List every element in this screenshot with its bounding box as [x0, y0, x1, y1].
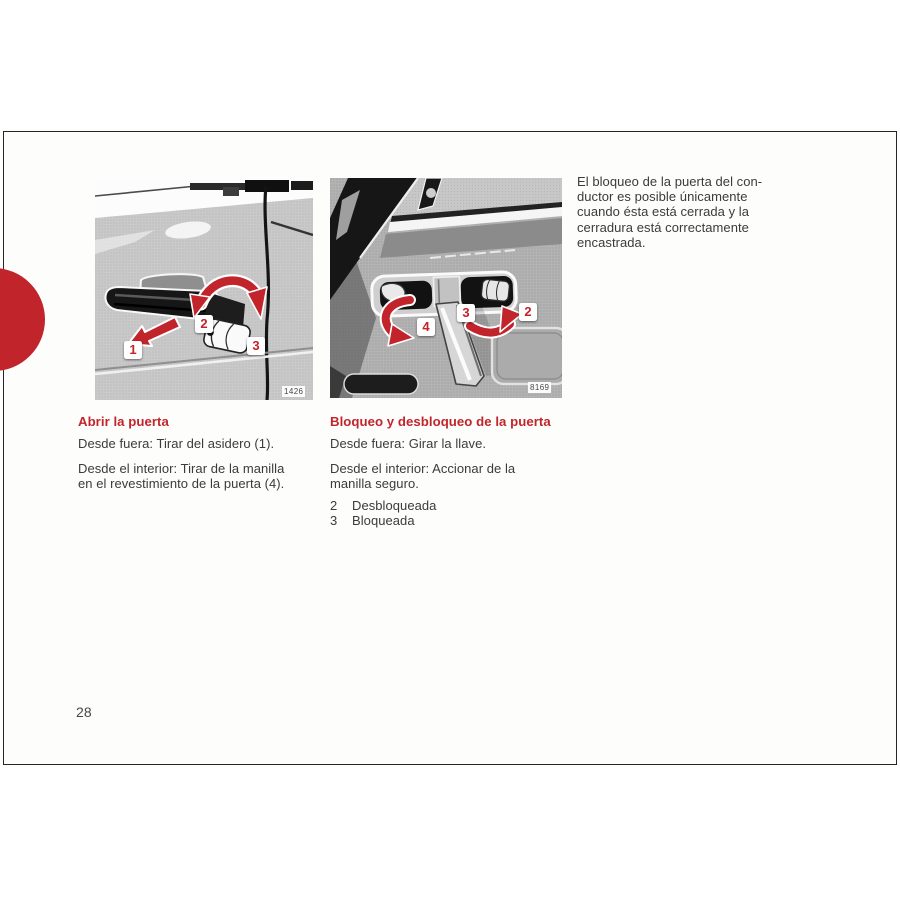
car-exterior-drawing	[95, 180, 313, 400]
legend-number: 2	[330, 498, 338, 513]
storage-pocket	[492, 328, 562, 384]
figure-exterior-door-handle	[95, 180, 313, 400]
interior-panel-drawing	[330, 178, 562, 398]
legend-item-unlocked	[330, 498, 436, 513]
section-heading-open-door: Abrir la puerta	[78, 414, 169, 429]
callout-3-locked: 3	[457, 304, 475, 322]
open-door-paragraph-2	[78, 461, 284, 491]
callout-2-unlocked: 2	[519, 303, 537, 321]
section-heading-lock-unlock: Bloqueo y desbloqueo de la puerta	[330, 414, 551, 429]
note-line: encastrada.	[577, 234, 646, 250]
lock-knob	[481, 278, 510, 302]
note-line: cuando ésta está cerrada y la	[577, 204, 749, 220]
callout-4-inner-handle: 4	[417, 318, 435, 336]
figure-interior-door-panel	[330, 178, 562, 398]
callout-1-pull-handle: 1	[124, 341, 142, 359]
legend-label: Desbloqueada	[352, 498, 437, 513]
legend-item-locked	[330, 513, 436, 528]
callout-2-unlock-position: 2	[195, 315, 213, 333]
callout-3-lock-position: 3	[247, 337, 265, 355]
legend-label: Bloqueada	[352, 513, 415, 529]
note-column	[577, 174, 762, 250]
paragraph-line: Desde el interior: Tirar de la manilla	[78, 461, 285, 476]
figure-ref-code: 8169	[530, 383, 550, 392]
open-door-paragraph-1: Desde fuera: Tirar del asidero (1).	[78, 436, 275, 451]
note-line: ductor es posible únicamente	[577, 189, 748, 205]
figure-ref-code: 1426	[284, 387, 304, 396]
note-line: El bloqueo de la puerta del con-	[577, 174, 763, 189]
page-number: 28	[76, 704, 92, 720]
note-line: cerradura está correctamente	[577, 219, 749, 235]
lock-paragraph-2	[330, 461, 515, 491]
paragraph-line: en el revestimiento de la puerta (4).	[78, 476, 285, 492]
paragraph-line: manilla seguro.	[330, 476, 419, 492]
lock-paragraph-1: Desde fuera: Girar la llave.	[330, 436, 487, 451]
legend-number: 3	[330, 513, 338, 529]
lock-legend-list	[330, 498, 436, 528]
paragraph-line: Desde el interior: Accionar de la	[330, 461, 516, 476]
